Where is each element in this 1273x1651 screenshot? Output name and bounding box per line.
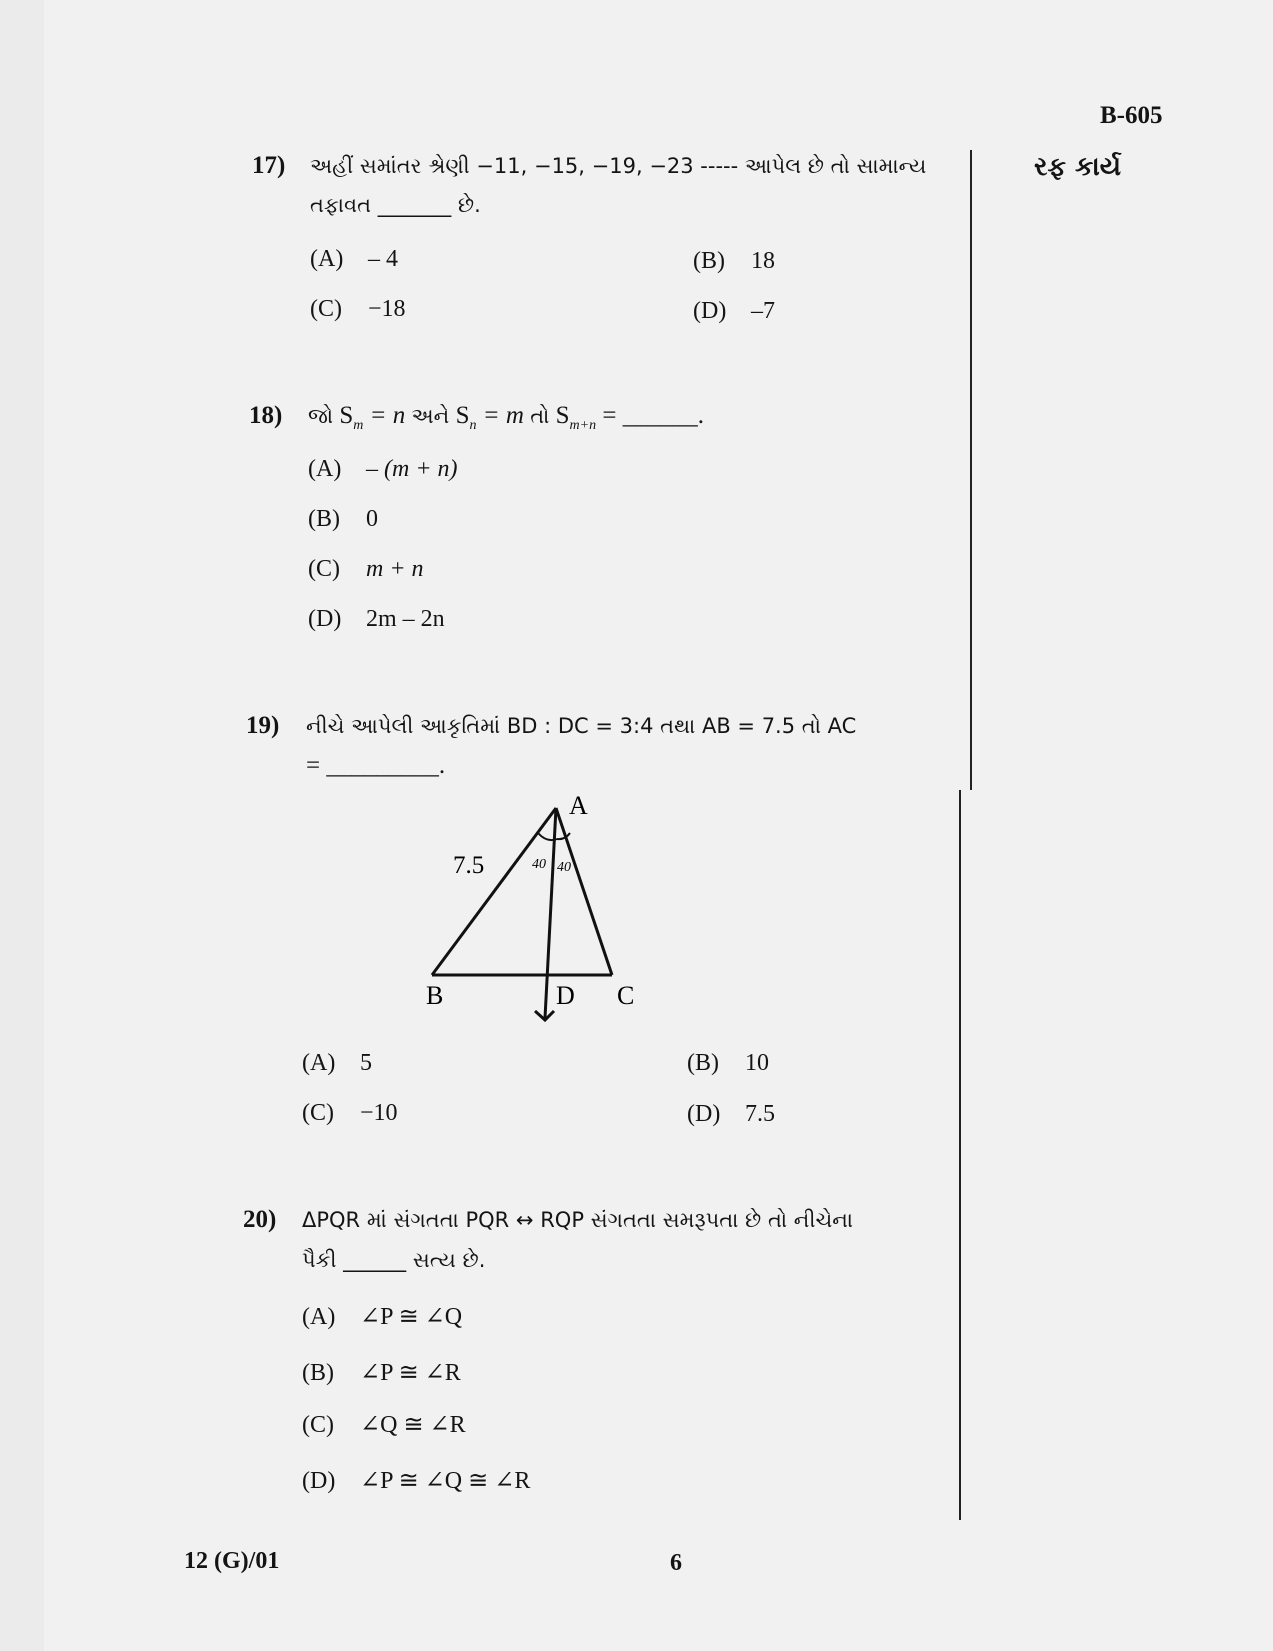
page-number: 6 — [670, 1550, 682, 1576]
side-ab-label: 7.5 — [453, 852, 485, 879]
option-a: (A) 5 — [302, 1050, 372, 1076]
paper-code: B-605 — [1100, 102, 1163, 129]
option-a: (A) – (m + n) — [308, 456, 458, 482]
footer-paper-code: 12 (G)/01 — [184, 1548, 280, 1574]
question-text-line2: પૈકી ______ સત્ય છે. — [302, 1248, 486, 1272]
option-b: (B) 0 — [308, 506, 378, 532]
angle-bad-label: 40 — [532, 857, 546, 872]
option-d: (D) 7.5 — [687, 1101, 775, 1127]
question-text-line2: તફાવત _______ છે. — [310, 193, 481, 217]
option-b: (B) ∠P ≅ ∠R — [302, 1360, 461, 1386]
question-number: 17) — [252, 152, 286, 179]
option-d: (D) ∠P ≅ ∠Q ≅ ∠R — [302, 1468, 531, 1494]
rough-work-label: રફ કાર્ય — [1034, 152, 1122, 182]
vertex-c-label: C — [617, 981, 635, 1010]
option-c: (C) −18 — [310, 296, 406, 322]
question-text-line1: ΔPQR માં સંગતતા PQR ↔ RQP સંગતતા સમરૂપતા છે તો નીચેના — [302, 1208, 854, 1232]
option-b: (B) 10 — [687, 1050, 769, 1076]
question-number: 18) — [249, 402, 283, 429]
option-c: (C) −10 — [302, 1100, 398, 1126]
column-divider-bottom — [959, 790, 961, 1520]
option-c: (C) ∠Q ≅ ∠R — [302, 1412, 466, 1438]
question-number: 19) — [246, 712, 280, 739]
option-a: (A) – 4 — [310, 246, 398, 272]
point-d-label: D — [556, 981, 575, 1010]
option-d: (D) 2m – 2n — [308, 606, 445, 632]
option-b: (B) 18 — [693, 248, 775, 274]
question-text-line2: = _________. — [306, 752, 446, 779]
option-c: (C) m + n — [308, 556, 424, 582]
option-a: (A) ∠P ≅ ∠Q — [302, 1304, 463, 1330]
question-text-line1: નીચે આપેલી આકૃતિમાં BD : DC = 3:4 તથા AB = 7.5 તો AC — [306, 714, 857, 738]
triangle-figure — [420, 790, 660, 1030]
question-text: જો $S_m = n$ અને $S_n = m$ તો $S_{m+n}$ = ______. — [308, 402, 704, 433]
option-d: (D) –7 — [693, 298, 775, 324]
column-divider-top — [970, 150, 972, 790]
vertex-a-label: A — [569, 791, 588, 820]
question-number: 20) — [243, 1206, 277, 1233]
angle-dac-label: 40 — [557, 860, 571, 875]
vertex-b-label: B — [426, 981, 444, 1010]
question-text-line1: અહીં સમાંતર શ્રેણી −11, −15, −19, −23 ----- આપેલ છે તો સામાન્ય — [310, 154, 927, 178]
